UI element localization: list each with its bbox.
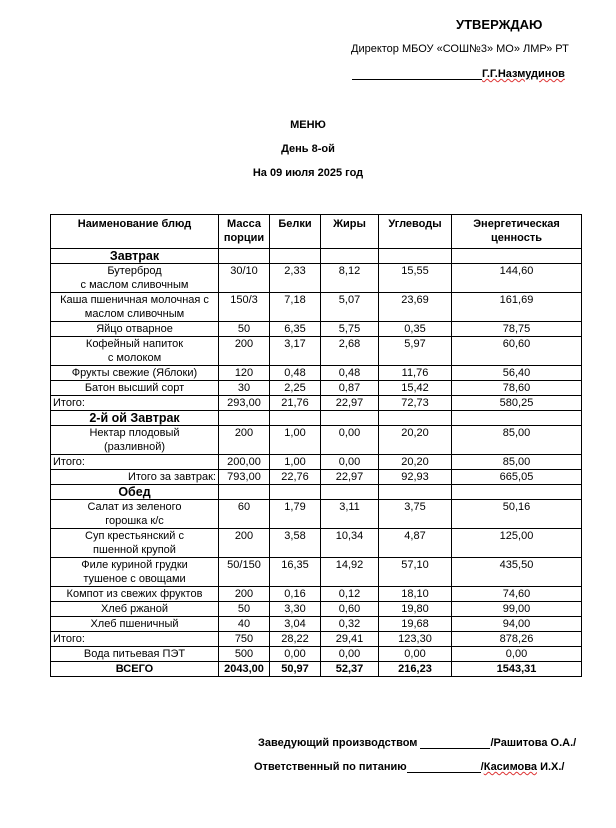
total-protein: 1,00 [270,455,321,470]
total-mass: 793,00 [219,470,270,485]
total-fat: 22,97 [321,396,379,411]
approval-heading: УТВЕРЖДАЮ [456,17,543,32]
dish-energy: 0,00 [452,647,582,662]
dish-carb: 4,87 [379,529,452,558]
table-row [51,381,582,396]
col-header-fat: Жиры [321,215,379,249]
dish-fat: 8,12 [321,264,379,293]
total-carb: 72,73 [379,396,452,411]
table-row [51,322,582,337]
table-row [51,617,582,632]
dish-mass: 200 [219,337,270,366]
grand-total-carb: 216,23 [379,662,452,677]
director-signature [352,68,565,80]
dish-name: Суп крестьянский с пшенной крупой [51,529,219,558]
total-energy: 85,00 [452,455,582,470]
total-mass: 200,00 [219,455,270,470]
dish-mass: 200 [219,587,270,602]
dish-energy: 50,16 [452,500,582,529]
dish-mass: 120 [219,366,270,381]
dish-name: Филе куриной грудки тушеное с овощами [51,558,219,587]
total-protein: 21,76 [270,396,321,411]
section-title: Завтрак [51,249,219,264]
section-row-breakfast [51,249,582,264]
grand-total-label: ВСЕГО [51,662,219,677]
responsible-name: Касимова [483,761,538,773]
dish-mass: 500 [219,647,270,662]
signature-rule [407,762,481,773]
dish-protein: 0,48 [270,366,321,381]
dish-fat: 2,68 [321,337,379,366]
dish-carb: 23,69 [379,293,452,322]
total-energy: 580,25 [452,396,582,411]
dish-name: Бутерброд с маслом сливочным [51,264,219,293]
dish-protein: 1,79 [270,500,321,529]
dish-fat: 10,34 [321,529,379,558]
total-row [51,632,582,647]
menu-date: На 09 июля 2025 год [252,167,364,179]
dish-energy: 125,00 [452,529,582,558]
menu-day: День 8-ой [281,143,335,155]
dish-energy: 94,00 [452,617,582,632]
col-header-carb: Углеводы [379,215,452,249]
manager-signature-line [258,737,576,749]
dish-name: Яйцо отварное [51,322,219,337]
dish-mass: 30/10 [219,264,270,293]
dish-mass: 30 [219,381,270,396]
signature-rule [352,69,482,80]
dish-energy: 99,00 [452,602,582,617]
dish-name: Хлеб пшеничный [51,617,219,632]
dish-energy: 60,60 [452,337,582,366]
director-name: Г.Г.Назмудинов [482,68,565,80]
total-label: Итого: [51,632,219,647]
total-label: Итого: [51,455,219,470]
dish-carb: 20,20 [379,426,452,455]
total-mass: 293,00 [219,396,270,411]
table-row [51,529,582,558]
manager-name: /Рашитова О.А./ [490,737,577,749]
dish-protein: 3,04 [270,617,321,632]
dish-energy: 78,60 [452,381,582,396]
dish-energy: 144,60 [452,264,582,293]
dish-protein: 7,18 [270,293,321,322]
table-row [51,337,582,366]
dish-mass: 50 [219,322,270,337]
total-energy: 878,26 [452,632,582,647]
section-title: 2-й ой Завтрак [51,411,219,426]
dish-mass: 50 [219,602,270,617]
dish-name: Салат из зеленого горошка к/с [51,500,219,529]
total-protein: 22,76 [270,470,321,485]
table-row [51,366,582,381]
grand-total-row [51,662,582,677]
total-energy: 665,05 [452,470,582,485]
dish-energy: 78,75 [452,322,582,337]
dish-carb: 5,97 [379,337,452,366]
total-mass: 750 [219,632,270,647]
table-row [51,264,582,293]
manager-label: Заведующий производством [258,737,418,749]
dish-carb: 15,42 [379,381,452,396]
dish-energy: 56,40 [452,366,582,381]
total-fat: 22,97 [321,470,379,485]
dish-name: Батон высший сорт [51,381,219,396]
dish-protein: 0,16 [270,587,321,602]
dish-protein: 0,00 [270,647,321,662]
dish-name: Кофейный напиток с молоком [51,337,219,366]
dish-mass: 50/150 [219,558,270,587]
responsible-signature-line: Ответственный по питанию /Касимова И.Х./ [254,761,565,773]
dish-fat: 5,75 [321,322,379,337]
dish-name: Компот из свежих фруктов [51,587,219,602]
signature-rule [420,738,490,749]
dish-fat: 14,92 [321,558,379,587]
section-row-second-breakfast [51,411,582,426]
table-row [51,587,582,602]
dish-name: Фрукты свежие (Яблоки) [51,366,219,381]
total-carb: 20,20 [379,455,452,470]
section-row-lunch [51,485,582,500]
total-row [51,396,582,411]
dish-name: Нектар плодовый (разливной) [51,426,219,455]
table-row [51,647,582,662]
dish-energy: 161,69 [452,293,582,322]
dish-name: Вода питьевая ПЭТ [51,647,219,662]
dish-protein: 2,33 [270,264,321,293]
dish-protein: 1,00 [270,426,321,455]
dish-fat: 0,32 [321,617,379,632]
responsible-label: Ответственный по питанию [254,761,407,773]
grand-total-energy: 1543,31 [452,662,582,677]
dish-energy: 74,60 [452,587,582,602]
dish-energy: 85,00 [452,426,582,455]
total-carb: 92,93 [379,470,452,485]
director-line: Директор МБОУ «СОШ№3» МО» ЛМР» РТ [351,43,569,55]
total-fat: 29,41 [321,632,379,647]
dish-fat: 0,00 [321,647,379,662]
dish-protein: 3,58 [270,529,321,558]
table-row [51,500,582,529]
dish-mass: 150/3 [219,293,270,322]
dish-carb: 11,76 [379,366,452,381]
total-protein: 28,22 [270,632,321,647]
dish-protein: 3,30 [270,602,321,617]
dish-mass: 60 [219,500,270,529]
total-label: Итого: [51,396,219,411]
dish-carb: 0,35 [379,322,452,337]
total-row [51,455,582,470]
dish-fat: 0,60 [321,602,379,617]
dish-carb: 57,10 [379,558,452,587]
col-header-energy: Энергетическая ценность [452,215,582,249]
col-header-mass: Масса порции [219,215,270,249]
col-header-protein: Белки [270,215,321,249]
total-carb: 123,30 [379,632,452,647]
dish-carb: 0,00 [379,647,452,662]
dish-fat: 0,00 [321,426,379,455]
dish-mass: 200 [219,529,270,558]
dish-name: Хлеб ржаной [51,602,219,617]
dish-protein: 16,35 [270,558,321,587]
table-row [51,602,582,617]
dish-protein: 3,17 [270,337,321,366]
dish-mass: 40 [219,617,270,632]
dish-carb: 19,68 [379,617,452,632]
table-header-row [51,215,582,249]
col-header-name: Наименование блюд [51,215,219,249]
dish-fat: 0,12 [321,587,379,602]
dish-energy: 435,50 [452,558,582,587]
menu-table [50,214,582,677]
dish-carb: 3,75 [379,500,452,529]
dish-protein: 6,35 [270,322,321,337]
dish-carb: 15,55 [379,264,452,293]
total-fat: 0,00 [321,455,379,470]
grand-total-protein: 50,97 [270,662,321,677]
dish-fat: 0,87 [321,381,379,396]
table-row [51,558,582,587]
menu-title: МЕНЮ [290,119,326,131]
grand-total-mass: 2043,00 [219,662,270,677]
dish-fat: 3,11 [321,500,379,529]
table-row [51,426,582,455]
table-row [51,293,582,322]
dish-fat: 0,48 [321,366,379,381]
dish-carb: 19,80 [379,602,452,617]
section-title: Обед [51,485,219,500]
grand-total-fat: 52,37 [321,662,379,677]
dish-fat: 5,07 [321,293,379,322]
dish-protein: 2,25 [270,381,321,396]
dish-carb: 18,10 [379,587,452,602]
dish-mass: 200 [219,426,270,455]
breakfast-total-row [51,470,582,485]
breakfast-total-label: Итого за завтрак: [51,470,219,485]
dish-name: Каша пшеничная молочная с маслом сливочным [51,293,219,322]
